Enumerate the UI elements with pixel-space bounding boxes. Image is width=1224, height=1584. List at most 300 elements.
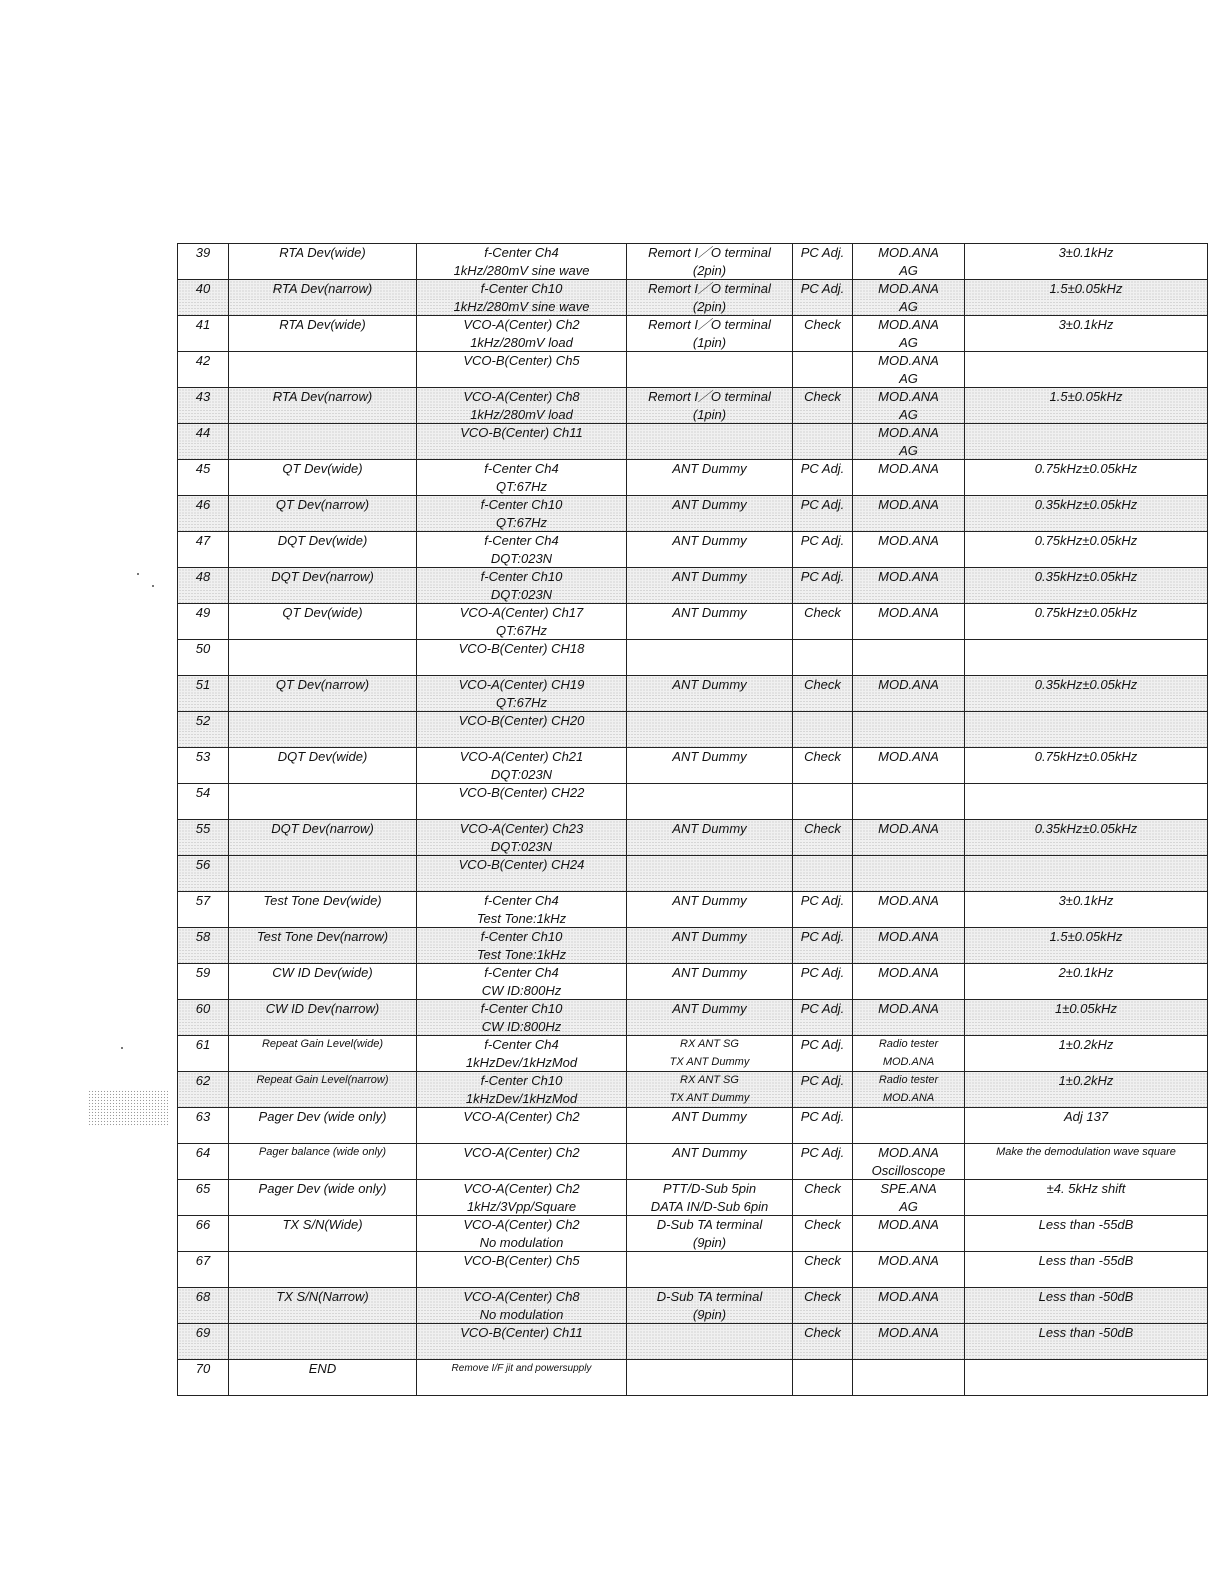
measurement-cell: MOD.ANA (853, 352, 965, 370)
measurement-cell (853, 712, 965, 730)
table-row-sub (178, 946, 1208, 964)
test-point-cell-line2 (627, 982, 793, 1000)
measurement-cell-line2 (853, 1126, 965, 1144)
table-row (178, 568, 1208, 586)
specification-cell-line2 (965, 1054, 1208, 1072)
adjustment-part-cell: PC Adj. (793, 532, 853, 550)
adjustment-part-cell-line2 (793, 514, 853, 532)
step-number-cell: 41 (178, 316, 229, 334)
measurement-cell-line2 (853, 1234, 965, 1252)
adjustment-item-cell-line2 (229, 1198, 417, 1216)
adjustment-part-cell: Check (793, 820, 853, 838)
step-number-cell: 39 (178, 244, 229, 262)
specification-cell: 0.75kHz±0.05kHz (965, 460, 1208, 478)
step-number-cell: 47 (178, 532, 229, 550)
specification-cell-line2 (965, 838, 1208, 856)
test-point-cell-line2 (627, 514, 793, 532)
test-point-cell: Remort I／O terminal (627, 280, 793, 298)
specification-cell: 3±0.1kHz (965, 244, 1208, 262)
test-point-cell-line2: (2pin) (627, 298, 793, 316)
adjustment-item-cell: Repeat Gain Level(narrow) (229, 1072, 417, 1090)
condition-cell-line2: Test Tone:1kHz (417, 946, 627, 964)
test-point-cell-line2 (627, 622, 793, 640)
step-number-cell-line2 (178, 838, 229, 856)
adjustment-part-cell: Check (793, 748, 853, 766)
adjustment-part-cell: PC Adj. (793, 280, 853, 298)
measurement-cell (853, 1108, 965, 1126)
adjustment-item-cell: TX S/N(Narrow) (229, 1288, 417, 1306)
test-point-cell: ANT Dummy (627, 928, 793, 946)
test-point-cell-line2 (627, 586, 793, 604)
step-number-cell-line2 (178, 370, 229, 388)
adjustment-item-cell: Pager Dev (wide only) (229, 1108, 417, 1126)
condition-cell-line2: Test Tone:1kHz (417, 910, 627, 928)
measurement-cell-line2: AG (853, 442, 965, 460)
test-point-cell-line2 (627, 1162, 793, 1180)
table-row (178, 496, 1208, 514)
condition-cell-line2 (417, 1378, 627, 1396)
measurement-cell-line2 (853, 514, 965, 532)
condition-cell: VCO-B(Center) Ch5 (417, 1252, 627, 1270)
measurement-cell: MOD.ANA (853, 496, 965, 514)
step-number-cell-line2 (178, 442, 229, 460)
test-point-cell: ANT Dummy (627, 496, 793, 514)
specification-cell: 0.75kHz±0.05kHz (965, 748, 1208, 766)
measurement-cell-line2: AG (853, 370, 965, 388)
adjustment-item-cell-line2 (229, 1234, 417, 1252)
table-row (178, 820, 1208, 838)
specification-cell (965, 856, 1208, 874)
table-row (178, 244, 1208, 262)
adjustment-item-cell (229, 712, 417, 730)
test-point-cell-line2: (1pin) (627, 334, 793, 352)
condition-cell: f-Center Ch10 (417, 496, 627, 514)
adjustment-part-cell-line2 (793, 946, 853, 964)
test-point-cell-line2 (627, 1378, 793, 1396)
scan-speck (152, 585, 154, 587)
specification-cell-line2 (965, 262, 1208, 280)
condition-cell: VCO-A(Center) CH19 (417, 676, 627, 694)
test-point-cell: ANT Dummy (627, 676, 793, 694)
adjustment-item-cell-line2 (229, 550, 417, 568)
specification-cell: 0.75kHz±0.05kHz (965, 532, 1208, 550)
adjustment-item-cell-line2 (229, 262, 417, 280)
measurement-cell: MOD.ANA (853, 748, 965, 766)
adjustment-part-cell (793, 784, 853, 802)
test-point-cell-line2 (627, 730, 793, 748)
test-point-cell: RX ANT SG (627, 1072, 793, 1090)
adjustment-part-cell-line2 (793, 370, 853, 388)
step-number-cell-line2 (178, 1198, 229, 1216)
test-point-cell-line2 (627, 802, 793, 820)
adjustment-item-cell: RTA Dev(narrow) (229, 388, 417, 406)
adjustment-item-cell: Pager balance (wide only) (229, 1144, 417, 1162)
measurement-cell: MOD.ANA (853, 892, 965, 910)
specification-cell-line2 (965, 910, 1208, 928)
adjustment-item-cell-line2 (229, 406, 417, 424)
step-number-cell: 42 (178, 352, 229, 370)
adjustment-part-cell-line2 (793, 766, 853, 784)
adjustment-item-cell: Test Tone Dev(wide) (229, 892, 417, 910)
condition-cell-line2: QT:67Hz (417, 622, 627, 640)
table-row (178, 1360, 1208, 1378)
table-row (178, 964, 1208, 982)
adjustment-part-cell: Check (793, 1216, 853, 1234)
scan-speck (137, 573, 139, 575)
step-number-cell: 69 (178, 1324, 229, 1342)
adjustment-item-cell-line2 (229, 1090, 417, 1108)
test-point-cell: D-Sub TA terminal (627, 1216, 793, 1234)
condition-cell: VCO-A(Center) Ch2 (417, 316, 627, 334)
adjustment-item-cell-line2 (229, 298, 417, 316)
measurement-cell: MOD.ANA (853, 964, 965, 982)
step-number-cell: 70 (178, 1360, 229, 1378)
table-row-sub (178, 370, 1208, 388)
adjustment-item-cell-line2 (229, 1126, 417, 1144)
test-point-cell: ANT Dummy (627, 1144, 793, 1162)
table-row-sub (178, 838, 1208, 856)
measurement-cell-line2 (853, 1378, 965, 1396)
table-row (178, 928, 1208, 946)
adjustment-part-cell: Check (793, 1252, 853, 1270)
step-number-cell: 68 (178, 1288, 229, 1306)
test-point-cell-line2: DATA IN/D-Sub 6pin (627, 1198, 793, 1216)
specification-cell (965, 424, 1208, 442)
adjustment-part-cell-line2 (793, 910, 853, 928)
table-row-sub (178, 622, 1208, 640)
table-row-sub (178, 694, 1208, 712)
measurement-cell-line2 (853, 874, 965, 892)
step-number-cell: 63 (178, 1108, 229, 1126)
measurement-cell (853, 640, 965, 658)
measurement-cell: MOD.ANA (853, 244, 965, 262)
table-row-sub (178, 1018, 1208, 1036)
measurement-cell: MOD.ANA (853, 1288, 965, 1306)
condition-cell-line2: DQT:023N (417, 838, 627, 856)
adjustment-part-cell-line2 (793, 1018, 853, 1036)
condition-cell: VCO-B(Center) Ch5 (417, 352, 627, 370)
specification-cell (965, 1360, 1208, 1378)
table-row-sub (178, 658, 1208, 676)
condition-cell-line2: DQT:023N (417, 550, 627, 568)
adjustment-item-cell (229, 856, 417, 874)
adjustment-part-cell-line2 (793, 334, 853, 352)
specification-cell-line2 (965, 1090, 1208, 1108)
specification-cell: Less than -50dB (965, 1288, 1208, 1306)
adjustment-part-cell: Check (793, 316, 853, 334)
test-point-cell: ANT Dummy (627, 1000, 793, 1018)
adjustment-part-cell-line2 (793, 550, 853, 568)
table-row-sub (178, 1162, 1208, 1180)
step-number-cell: 58 (178, 928, 229, 946)
step-number-cell-line2 (178, 1090, 229, 1108)
test-point-cell-line2: TX ANT Dummy (627, 1054, 793, 1072)
adjustment-table (177, 243, 1208, 1396)
adjustment-part-cell-line2 (793, 478, 853, 496)
step-number-cell-line2 (178, 874, 229, 892)
adjustment-item-cell-line2 (229, 766, 417, 784)
adjustment-part-cell: PC Adj. (793, 568, 853, 586)
adjustment-item-cell-line2 (229, 478, 417, 496)
specification-cell: Adj 137 (965, 1108, 1208, 1126)
table-row-sub (178, 730, 1208, 748)
table-row-sub (178, 550, 1208, 568)
table-row-sub (178, 1342, 1208, 1360)
test-point-cell-line2: (9pin) (627, 1234, 793, 1252)
step-number-cell-line2 (178, 910, 229, 928)
test-point-cell-line2 (627, 478, 793, 496)
table-row-sub (178, 1198, 1208, 1216)
table-row-sub (178, 478, 1208, 496)
table-row-sub (178, 802, 1208, 820)
step-number-cell: 59 (178, 964, 229, 982)
condition-cell-line2: 1kHz/280mV sine wave (417, 262, 627, 280)
test-point-cell: Remort I／O terminal (627, 388, 793, 406)
adjustment-part-cell-line2 (793, 658, 853, 676)
step-number-cell: 54 (178, 784, 229, 802)
adjustment-part-cell (793, 352, 853, 370)
step-number-cell: 57 (178, 892, 229, 910)
measurement-cell: MOD.ANA (853, 280, 965, 298)
condition-cell: Remove I/F jit and powersupply (417, 1360, 627, 1378)
step-number-cell: 61 (178, 1036, 229, 1054)
step-number-cell: 44 (178, 424, 229, 442)
test-point-cell: ANT Dummy (627, 532, 793, 550)
table-row (178, 748, 1208, 766)
measurement-cell: MOD.ANA (853, 676, 965, 694)
adjustment-item-cell (229, 1252, 417, 1270)
test-point-cell (627, 1360, 793, 1378)
specification-cell-line2 (965, 478, 1208, 496)
test-point-cell (627, 1252, 793, 1270)
adjustment-item-cell-line2 (229, 334, 417, 352)
adjustment-part-cell: Check (793, 1324, 853, 1342)
specification-cell: 0.35kHz±0.05kHz (965, 676, 1208, 694)
measurement-cell (853, 784, 965, 802)
specification-cell-line2 (965, 946, 1208, 964)
condition-cell: f-Center Ch4 (417, 964, 627, 982)
scan-noise (88, 1090, 168, 1126)
scan-speck (121, 1047, 123, 1049)
measurement-cell-line2: Oscilloscope (853, 1162, 965, 1180)
adjustment-item-cell: RTA Dev(wide) (229, 316, 417, 334)
measurement-cell: MOD.ANA (853, 1144, 965, 1162)
step-number-cell-line2 (178, 946, 229, 964)
adjustment-item-cell: CW ID Dev(wide) (229, 964, 417, 982)
table-row (178, 892, 1208, 910)
test-point-cell (627, 352, 793, 370)
specification-cell: 1.5±0.05kHz (965, 388, 1208, 406)
condition-cell-line2: CW ID:800Hz (417, 982, 627, 1000)
adjustment-item-cell-line2 (229, 442, 417, 460)
adjustment-item-cell: QT Dev(wide) (229, 460, 417, 478)
measurement-cell-line2 (853, 946, 965, 964)
specification-cell: Make the demodulation wave square (965, 1144, 1208, 1162)
test-point-cell-line2 (627, 946, 793, 964)
adjustment-item-cell-line2 (229, 910, 417, 928)
specification-cell: Less than -55dB (965, 1252, 1208, 1270)
adjustment-part-cell (793, 1360, 853, 1378)
adjustment-part-cell (793, 856, 853, 874)
table-row-sub (178, 910, 1208, 928)
specification-cell: 1.5±0.05kHz (965, 280, 1208, 298)
adjustment-part-cell-line2 (793, 1378, 853, 1396)
table-row (178, 532, 1208, 550)
condition-cell: VCO-B(Center) CH24 (417, 856, 627, 874)
step-number-cell-line2 (178, 694, 229, 712)
test-point-cell-line2 (627, 766, 793, 784)
test-point-cell (627, 856, 793, 874)
specification-cell-line2 (965, 622, 1208, 640)
table-row (178, 352, 1208, 370)
specification-cell-line2 (965, 1342, 1208, 1360)
adjustment-item-cell-line2 (229, 622, 417, 640)
adjustment-item-cell-line2 (229, 946, 417, 964)
adjustment-item-cell: END (229, 1360, 417, 1378)
table-row (178, 280, 1208, 298)
adjustment-item-cell: QT Dev(narrow) (229, 496, 417, 514)
test-point-cell-line2: TX ANT Dummy (627, 1090, 793, 1108)
adjustment-part-cell (793, 712, 853, 730)
adjustment-item-cell: TX S/N(Wide) (229, 1216, 417, 1234)
condition-cell: f-Center Ch4 (417, 460, 627, 478)
specification-cell-line2 (965, 730, 1208, 748)
test-point-cell: D-Sub TA terminal (627, 1288, 793, 1306)
step-number-cell: 40 (178, 280, 229, 298)
measurement-cell-line2: MOD.ANA (853, 1054, 965, 1072)
measurement-cell: MOD.ANA (853, 424, 965, 442)
measurement-cell: MOD.ANA (853, 820, 965, 838)
table-row (178, 1072, 1208, 1090)
condition-cell-line2 (417, 874, 627, 892)
table-row (178, 1108, 1208, 1126)
adjustment-part-cell: Check (793, 1180, 853, 1198)
condition-cell: f-Center Ch10 (417, 928, 627, 946)
table-row-sub (178, 982, 1208, 1000)
adjustment-part-cell: PC Adj. (793, 1072, 853, 1090)
table-row (178, 1288, 1208, 1306)
specification-cell-line2 (965, 1306, 1208, 1324)
measurement-cell-line2 (853, 1018, 965, 1036)
measurement-cell: Radio tester (853, 1036, 965, 1054)
adjustment-item-cell (229, 352, 417, 370)
specification-cell-line2 (965, 298, 1208, 316)
specification-cell-line2 (965, 334, 1208, 352)
test-point-cell-line2 (627, 1018, 793, 1036)
adjustment-part-cell: Check (793, 604, 853, 622)
adjustment-part-cell: PC Adj. (793, 1036, 853, 1054)
condition-cell: VCO-B(Center) CH22 (417, 784, 627, 802)
test-point-cell-line2 (627, 910, 793, 928)
measurement-cell-line2 (853, 838, 965, 856)
test-point-cell-line2: (1pin) (627, 406, 793, 424)
specification-cell: 2±0.1kHz (965, 964, 1208, 982)
table-body (178, 244, 1208, 1396)
adjustment-part-cell-line2 (793, 802, 853, 820)
adjustment-item-cell-line2 (229, 1054, 417, 1072)
specification-cell-line2 (965, 1378, 1208, 1396)
step-number-cell: 50 (178, 640, 229, 658)
step-number-cell-line2 (178, 406, 229, 424)
test-point-cell (627, 784, 793, 802)
step-number-cell-line2 (178, 1306, 229, 1324)
condition-cell: f-Center Ch4 (417, 532, 627, 550)
test-point-cell: ANT Dummy (627, 820, 793, 838)
condition-cell: VCO-B(Center) CH20 (417, 712, 627, 730)
measurement-cell: MOD.ANA (853, 1000, 965, 1018)
specification-cell-line2 (965, 802, 1208, 820)
table-row-sub (178, 1270, 1208, 1288)
measurement-cell-line2: AG (853, 334, 965, 352)
adjustment-part-cell-line2 (793, 982, 853, 1000)
adjustment-part-cell (793, 424, 853, 442)
measurement-cell: MOD.ANA (853, 388, 965, 406)
adjustment-item-cell-line2 (229, 1162, 417, 1180)
table-row (178, 460, 1208, 478)
condition-cell-line2: 1kHzDev/1kHzMod (417, 1054, 627, 1072)
measurement-cell-line2 (853, 1270, 965, 1288)
condition-cell-line2 (417, 1126, 627, 1144)
adjustment-part-cell-line2 (793, 694, 853, 712)
condition-cell-line2 (417, 1270, 627, 1288)
adjustment-item-cell: Pager Dev (wide only) (229, 1180, 417, 1198)
specification-cell-line2 (965, 766, 1208, 784)
condition-cell-line2 (417, 1342, 627, 1360)
step-number-cell-line2 (178, 262, 229, 280)
condition-cell-line2: DQT:023N (417, 766, 627, 784)
step-number-cell: 56 (178, 856, 229, 874)
test-point-cell: RX ANT SG (627, 1036, 793, 1054)
adjustment-part-cell-line2 (793, 730, 853, 748)
step-number-cell-line2 (178, 658, 229, 676)
table-row (178, 676, 1208, 694)
adjustment-part-cell: Check (793, 676, 853, 694)
measurement-cell-line2 (853, 550, 965, 568)
table-row-sub (178, 1234, 1208, 1252)
test-point-cell-line2 (627, 658, 793, 676)
adjustment-part-cell-line2 (793, 838, 853, 856)
adjustment-item-cell: DQT Dev(wide) (229, 748, 417, 766)
test-point-cell-line2 (627, 1126, 793, 1144)
specification-cell (965, 784, 1208, 802)
test-point-cell: ANT Dummy (627, 964, 793, 982)
table-row (178, 856, 1208, 874)
test-point-cell-line2 (627, 694, 793, 712)
specification-cell: 0.75kHz±0.05kHz (965, 604, 1208, 622)
specification-cell (965, 712, 1208, 730)
measurement-cell-line2 (853, 766, 965, 784)
step-number-cell: 49 (178, 604, 229, 622)
step-number-cell-line2 (178, 514, 229, 532)
test-point-cell-line2 (627, 442, 793, 460)
step-number-cell-line2 (178, 586, 229, 604)
measurement-cell: MOD.ANA (853, 604, 965, 622)
adjustment-item-cell-line2 (229, 730, 417, 748)
table-row-sub (178, 586, 1208, 604)
adjustment-part-cell: PC Adj. (793, 892, 853, 910)
adjustment-part-cell-line2 (793, 1054, 853, 1072)
step-number-cell: 48 (178, 568, 229, 586)
measurement-cell-line2: AG (853, 298, 965, 316)
step-number-cell-line2 (178, 334, 229, 352)
adjustment-item-cell: DQT Dev(narrow) (229, 820, 417, 838)
adjustment-part-cell: PC Adj. (793, 1108, 853, 1126)
step-number-cell: 67 (178, 1252, 229, 1270)
test-point-cell-line2 (627, 874, 793, 892)
specification-cell-line2 (965, 1018, 1208, 1036)
condition-cell: VCO-B(Center) Ch11 (417, 1324, 627, 1342)
adjustment-item-cell: CW ID Dev(narrow) (229, 1000, 417, 1018)
